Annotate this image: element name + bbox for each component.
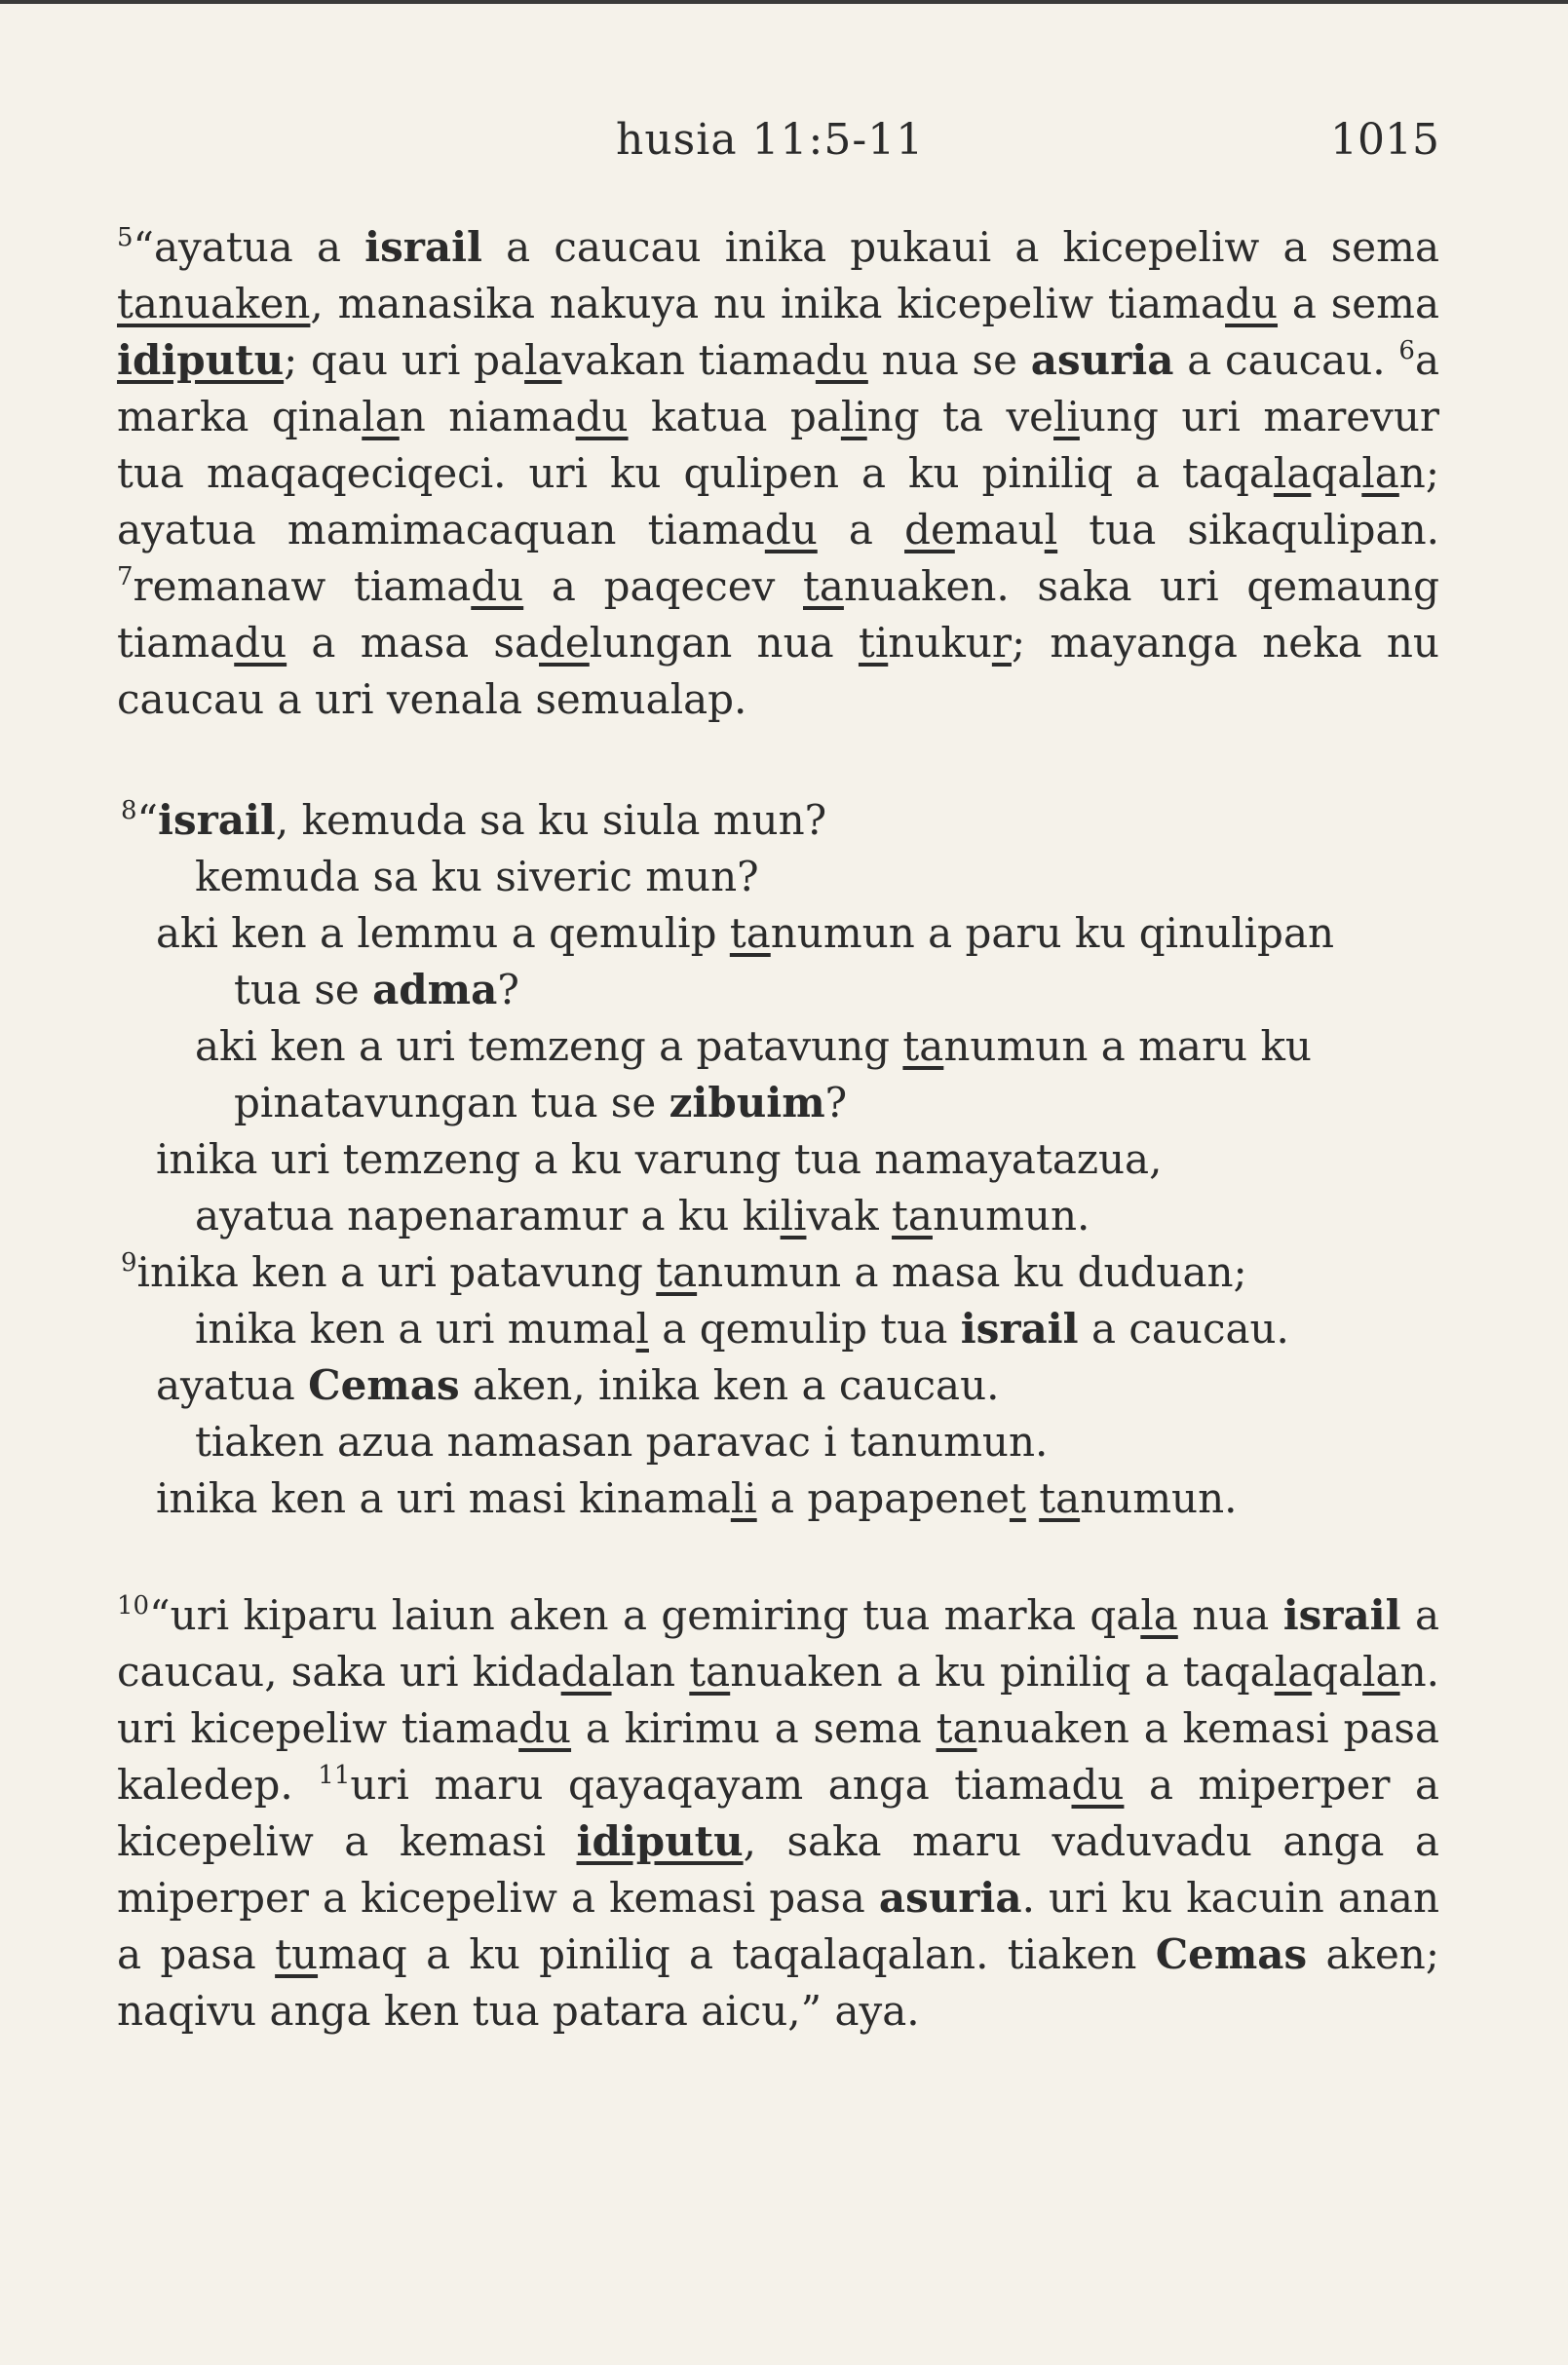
verse-number: 5 — [117, 223, 134, 252]
poem-line: tiaken azua namasan paravac i tanumun. — [195, 1418, 1049, 1466]
verse-number: 10 — [117, 1591, 150, 1621]
top-border — [0, 0, 1568, 4]
poem-line: aki ken a lemmu a qemulip tanumun a paru ku qinulipan — [156, 909, 1335, 957]
verse-number: 6 — [1398, 336, 1415, 365]
poem-line: $^8$“israil, kemuda sa ku siula mun? — [121, 796, 827, 844]
verse-number: 7 — [117, 562, 134, 591]
page-header — [117, 115, 1439, 173]
verse-number: 9 — [121, 1248, 137, 1278]
poem-line: tua se adma? — [234, 966, 519, 1013]
poem-line: pinatavungan tua se zibuim? — [234, 1079, 848, 1126]
poem-line: inika ken a uri masi kinamali a papapenet tanumun. — [156, 1474, 1238, 1522]
poem-line: aki ken a uri temzeng a patavung tanumun a maru ku — [195, 1022, 1312, 1070]
verse-number: 8 — [121, 796, 137, 825]
paragraph-verses-5-7: $^5$“ayatua a israil a caucau inika pukaui a kicepeliw a sema tanuaken, manasika nakuya nu inika kicepeliw tiamadu a sema idiputu; qau uri palavakan tiamadu nua se asuria a caucau. $^6$a marka qinalan niamadu katua paling ta veliung uri marevur tua maqaqeciqeci. uri ku qulipen a ku piniliq a taqalaqalan; ayatua mamimacaquan tiamadu a demaul tua sikaqulipan. $^7$remanaw tiamadu a paqecev tanuaken. saka uri qemaung tiamadu a masa sadelungan nua tinukur; mayanga neka nu caucau a uri venala semualap. — [117, 223, 1440, 723]
poem-line: inika uri temzeng a ku varung tua namayatazua, — [156, 1135, 1163, 1183]
page-body — [117, 219, 1439, 2040]
poem-line: $^9$inika ken a uri patavung tanumun a masa ku duduan; — [121, 1248, 1247, 1296]
verse-number: 11 — [318, 1761, 351, 1790]
paragraph-verses-10-11: $^{10}$“uri kiparu laiun aken a gemiring tua marka qala nua israil a caucau, saka uri kidadalan tanuaken a ku piniliq a taqalaqalan. uri kicepeliw tiamadu a kirimu a sema tanuaken a kemasi pasa kaledep. $^{11}$uri maru qayaqayam anga tiamadu a miperper a kicepeliw a kemasi idiputu, saka maru vaduvadu anga a miperper a kicepeliw a kemasi pasa asuria. uri ku kacuin anan a pasa tumaq a ku piniliq a taqalaqalan. tiaken Cemas aken; naqivu anga ken tua patara aicu,” aya. — [117, 1591, 1440, 2035]
poetry-block — [117, 792, 1439, 1527]
page-number: 1015 — [1330, 115, 1439, 165]
poem-line: ayatua Cemas aken, inika ken a caucau. — [156, 1361, 1000, 1409]
poem-line: kemuda sa ku siveric mun? — [195, 853, 759, 900]
poem-line: inika ken a uri mumal a qemulip tua israil a caucau. — [195, 1305, 1289, 1353]
poem-line: ayatua napenaramur a ku kilivak tanumun. — [195, 1192, 1090, 1240]
running-title: husia 11:5-11 — [616, 115, 925, 165]
